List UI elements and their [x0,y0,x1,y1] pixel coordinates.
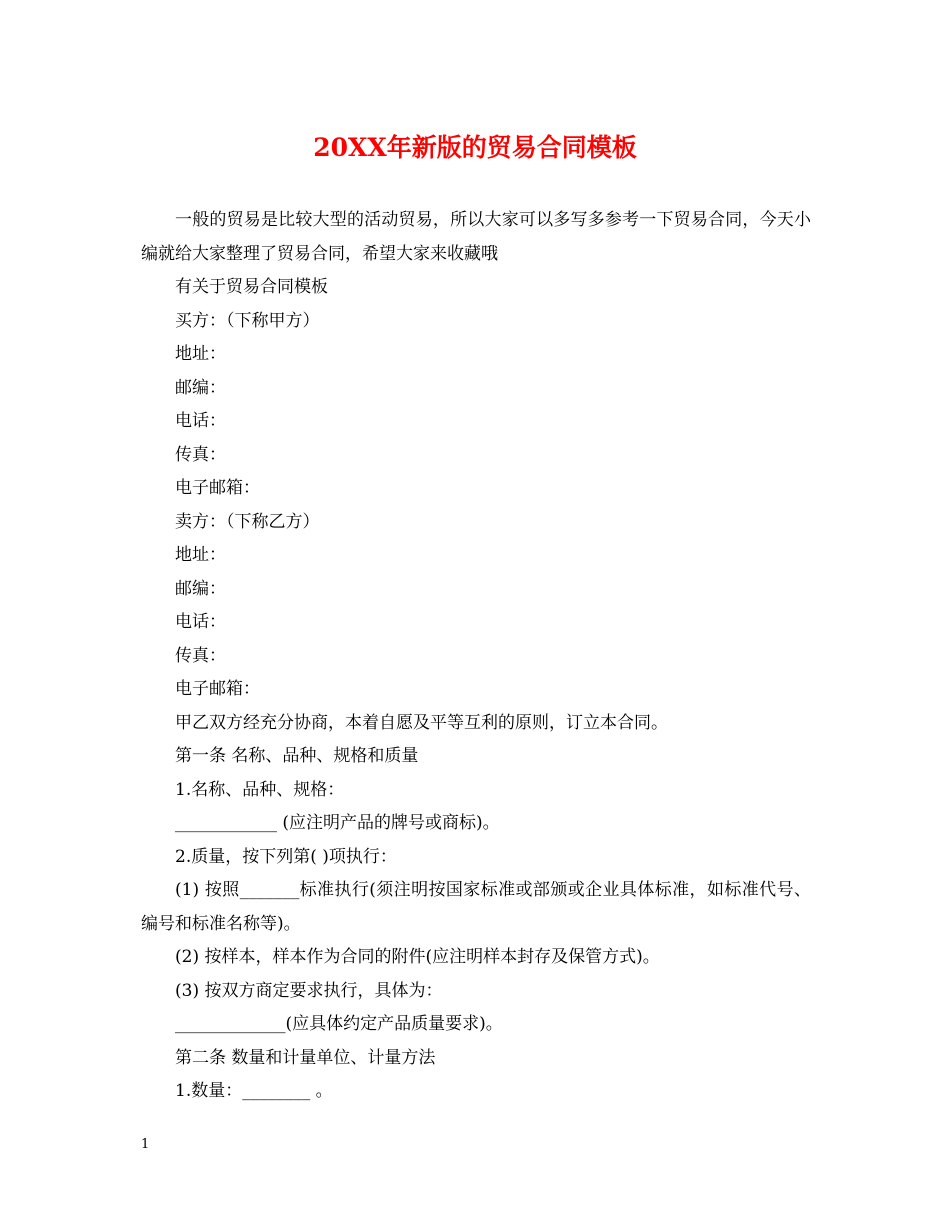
document-title: 20XX年新版的贸易合同模板 [313,133,637,162]
seller-email: 电子邮箱： [175,679,260,699]
clause-1-1-blank: ____________ (应注明产品的牌号或商标)。 [175,813,500,833]
clause-1-2-option-3-blank: _____________(应具体约定产品质量要求)。 [175,1014,503,1034]
seller-fax: 传真： [175,645,226,666]
clause-2-1: 1.数量：________ 。 [175,1081,333,1101]
buyer-address: 地址： [175,344,226,364]
clause-1-1: 1.名称、品种、规格： [175,779,345,800]
seller-phone: 电话： [175,612,226,632]
page-number: 1 [141,1137,150,1152]
document-body [141,204,811,1109]
seller-address: 地址： [175,545,226,565]
seller-postcode: 邮编： [175,578,226,599]
agreement-statement: 甲乙双方经充分协商，本着自愿及平等互利的原则，订立本合同。 [175,712,668,733]
clause-1-2: 2.质量，按下列第( )项执行： [175,846,397,867]
buyer-postcode: 邮编： [175,377,226,398]
buyer-email: 电子邮箱： [175,478,260,498]
seller-line: 卖方：（下称乙方） [175,511,320,532]
article-2-heading: 第二条 数量和计量单位、计量方法 [175,1047,436,1068]
section-heading: 有关于贸易合同模板 [175,277,328,297]
buyer-phone: 电话： [175,411,226,431]
article-1-heading: 第一条 名称、品种、规格和质量 [175,746,419,766]
clause-1-2-option-3: (3) 按双方商定要求执行，具体为： [175,980,443,1001]
buyer-line: 买方：（下称甲方） [175,310,320,331]
intro-paragraph: 一般的贸易是比较大型的活动贸易，所以大家可以多写多参考一下贸易合同，今天小编就给大家整理了贸易合同，希望大家来收藏哦 [141,210,811,264]
buyer-fax: 传真： [175,444,226,465]
clause-1-2-option-1: (1) 按照_______标准执行(须注明按国家标准或部颁或企业具体标准，如标准代号、编号和标准名称等)。 [141,880,811,934]
clause-1-2-option-2: (2) 按样本，样本作为合同的附件(应注明样本封存及保管方式)。 [175,947,660,967]
